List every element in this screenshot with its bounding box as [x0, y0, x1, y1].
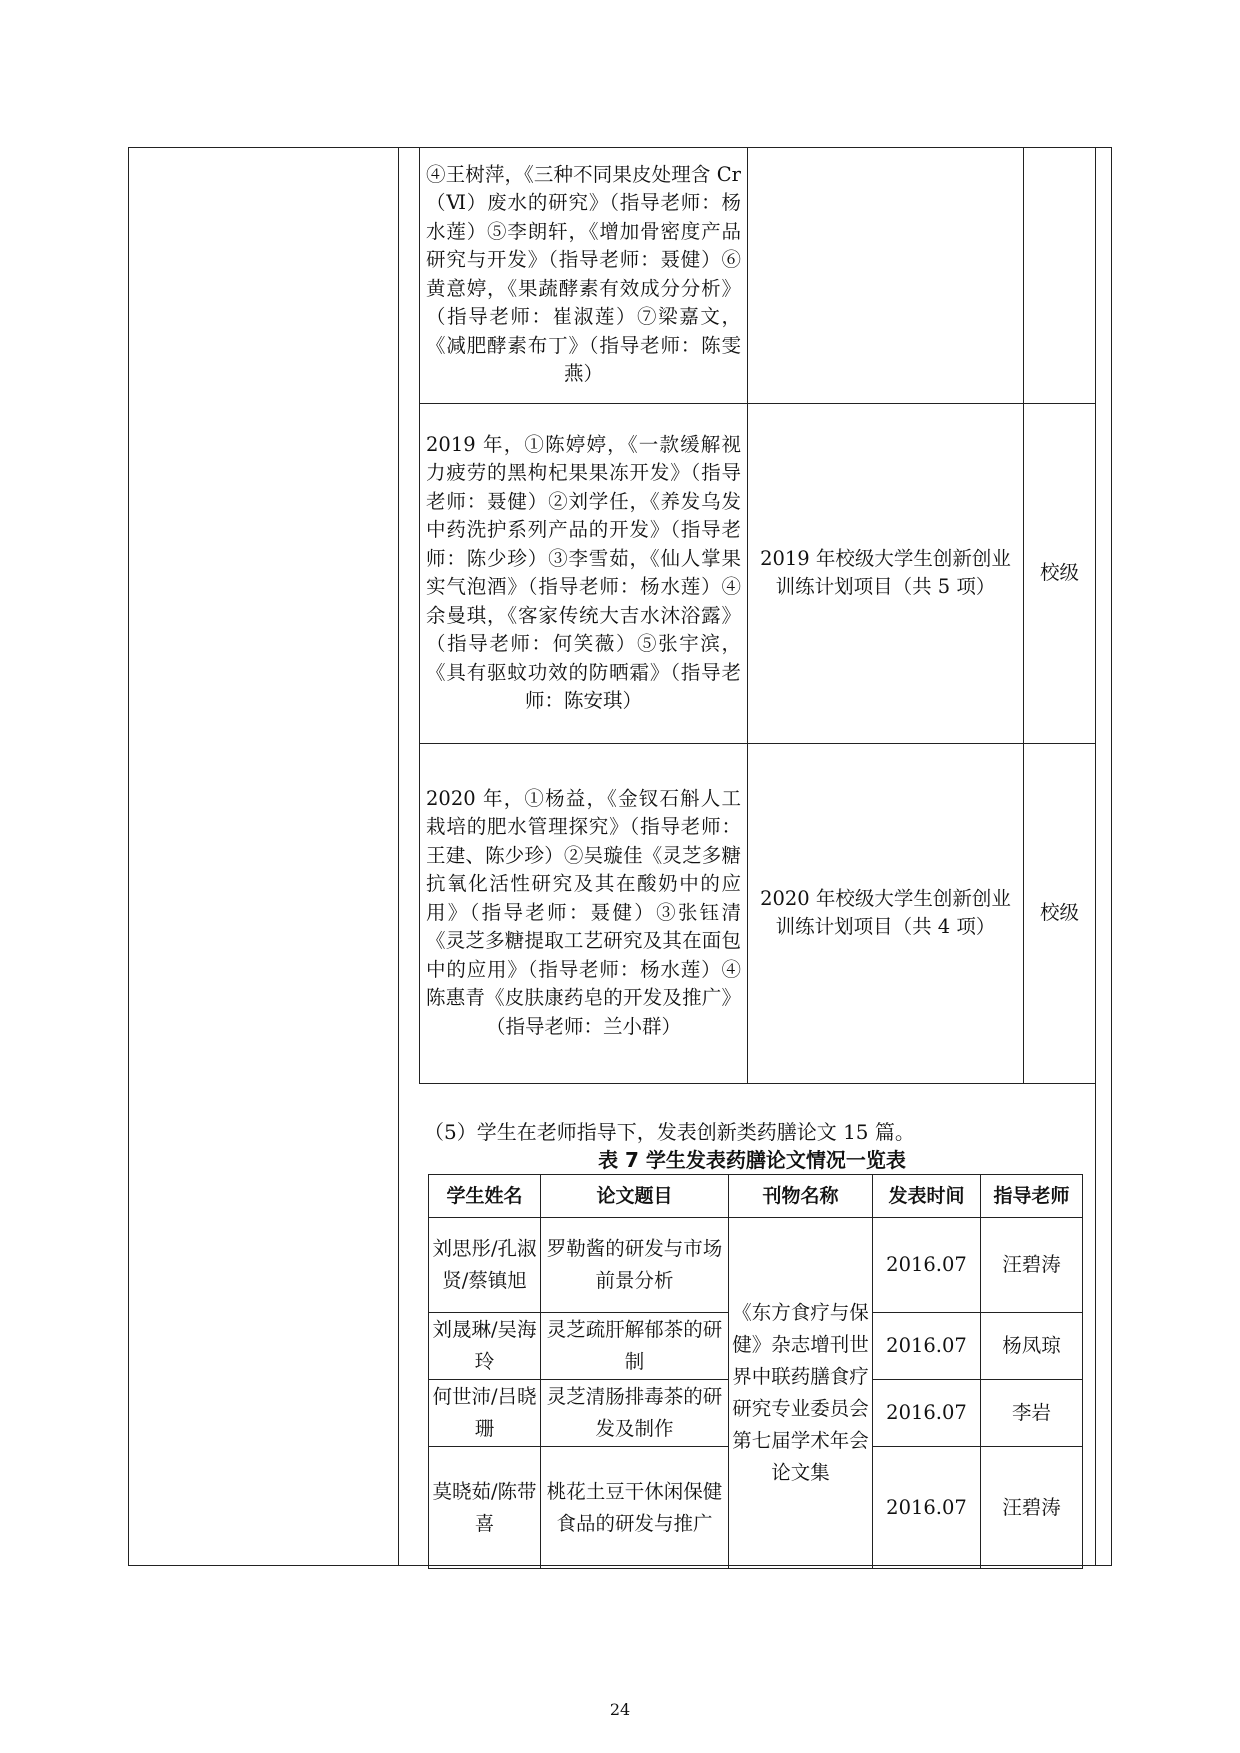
student-names: 何世沛/吕晓珊 [429, 1380, 541, 1447]
publish-date: 2016.07 [873, 1218, 981, 1313]
page-number: 24 [609, 1700, 631, 1719]
advisor: 汪碧涛 [981, 1447, 1083, 1569]
journal-name: 《东方食疗与保健》杂志增刊世界中联药膳食疗研究专业委员会第七届学术年会论文集 [729, 1218, 873, 1569]
project-name: 2019 年校级大学生创新创业训练计划项目（共 5 项） [748, 403, 1024, 743]
student-names: 莫晓茹/陈带喜 [429, 1447, 541, 1569]
header-advisor: 指导老师 [981, 1175, 1083, 1218]
header-student-name: 学生姓名 [429, 1175, 541, 1218]
project-row [420, 743, 1096, 1083]
header-journal: 刊物名称 [729, 1175, 873, 1218]
project-row [420, 403, 1096, 743]
project-name: 2020 年校级大学生创新创业训练计划项目（共 4 项） [748, 743, 1024, 1083]
advisor: 汪碧涛 [981, 1218, 1083, 1313]
student-names: 刘思彤/孔淑贤/蔡镇旭 [429, 1218, 541, 1313]
project-level [1024, 147, 1096, 403]
paper-title: 灵芝清肠排毒茶的研发及制作 [541, 1380, 729, 1447]
project-description: 2020 年，①杨益，《金钗石斛人工栽培的肥水管理探究》（指导老师：王建、陈少珍）②吴璇佳《灵芝多糖抗氧化活性研究及其在酸奶中的应用》（指导老师：聂健）③张钰清《灵芝多糖提取工艺研究及其在面包中的应用》（指导老师：杨水莲）④陈惠青《皮肤康药皂的开发及推广》（指导老师：兰小群） [420, 743, 748, 1083]
innovation-projects-table [419, 147, 1096, 1084]
publish-date: 2016.07 [873, 1380, 981, 1447]
publish-date: 2016.07 [873, 1447, 981, 1569]
project-level: 校级 [1024, 403, 1096, 743]
student-names: 刘晟琳/吴海玲 [429, 1313, 541, 1380]
header-publish-date: 发表时间 [873, 1175, 981, 1218]
advisor: 李岩 [981, 1380, 1083, 1447]
header-paper-title: 论文题目 [541, 1175, 729, 1218]
publish-date: 2016.07 [873, 1313, 981, 1380]
publications-table [428, 1174, 1083, 1569]
project-description: ④王树萍，《三种不同果皮处理含 Cr（Ⅵ）废水的研究》（指导老师：杨水莲）⑤李朗轩，《增加骨密度产品研究与开发》（指导老师：聂健）⑥黄意婷，《果蔬酵素有效成分分析》（指导老师：崔淑莲）⑦梁嘉文，《减肥酵素布丁》（指导老师：陈雯燕） [420, 147, 748, 403]
project-name [748, 147, 1024, 403]
project-description: 2019 年，①陈婷婷，《一款缓解视力疲劳的黑枸杞果果冻开发》（指导老师：聂健）②刘学任，《养发乌发中药洗护系列产品的开发》（指导老师：陈少珍）③李雪茹，《仙人掌果实气泡酒》（指导老师：杨水莲）④余曼琪，《客家传统大吉水沐浴露》（指导老师：何笑薇）⑤张宇滨，《具有驱蚊功效的防晒霜》（指导老师：陈安琪） [420, 403, 748, 743]
paper-title: 桃花土豆干休闲保健食品的研发与推广 [541, 1447, 729, 1569]
paper-title: 罗勒酱的研发与市场前景分析 [541, 1218, 729, 1313]
publications-paragraph: （5）学生在老师指导下，发表创新类药膳论文 15 篇。 [424, 1120, 915, 1144]
table-row [429, 1218, 1083, 1313]
column-divider-left [398, 147, 399, 1566]
project-level: 校级 [1024, 743, 1096, 1083]
advisor: 杨凤琼 [981, 1313, 1083, 1380]
paper-title: 灵芝疏肝解郁茶的研制 [541, 1313, 729, 1380]
publications-header-row [429, 1175, 1083, 1218]
table-7-title: 表 7 学生发表药膳论文情况一览表 [598, 1148, 906, 1172]
project-row [420, 147, 1096, 403]
